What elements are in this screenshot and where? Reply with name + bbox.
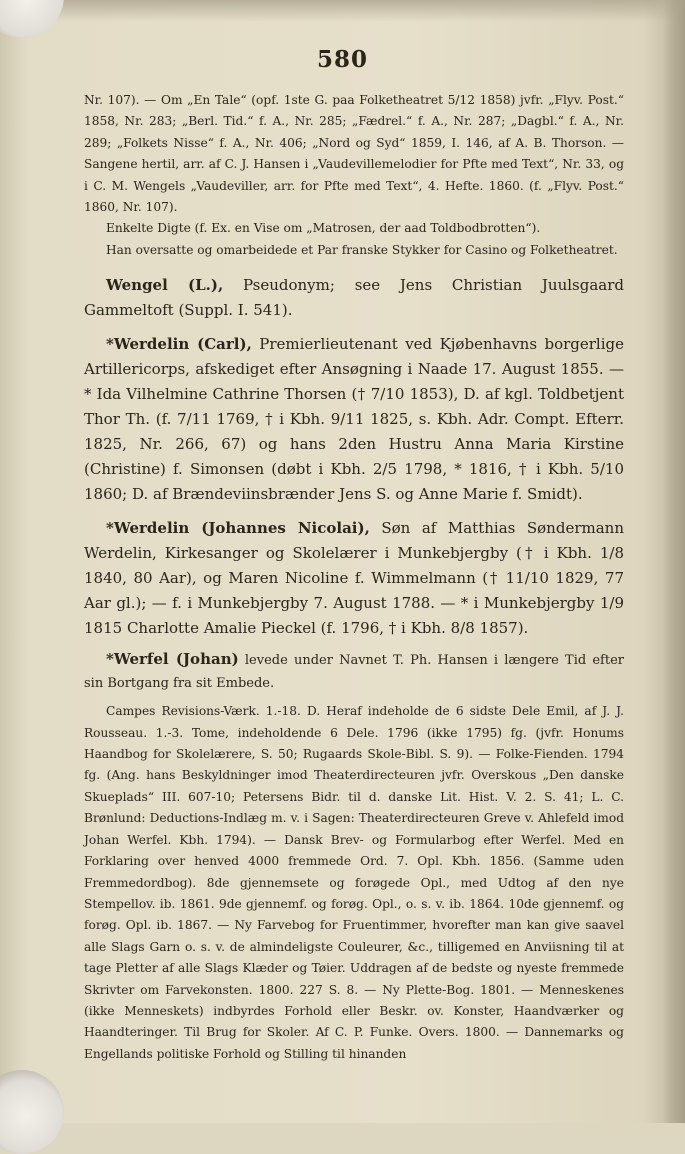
entry-wengel xyxy=(84,273,624,323)
entry-headword: Wengel (L.), xyxy=(106,276,224,295)
entry-text: Pseudonym; see Jens Christian Juulsgaard Gammeltoft (Suppl. I. 541). xyxy=(84,276,624,320)
page-top-shadow xyxy=(0,0,685,22)
entry-werdelin-carl xyxy=(84,332,624,507)
paragraph-oversatte: Han oversatte og omarbeidede et Par franske Stykker for Casino og Folketheatret. xyxy=(106,242,618,257)
entry-text: Søn af Matthias Søndermann Werdelin, Kirkesanger og Skolelærer i Munkebjergby († i Kbh. 1/8 1840, 80 Aar), og Maren Nicoline f. Wimmelmann († 11/10 1829, 77 Aar gl.); — f. i Munkebjergby 7. August 1788. — * i Munkebjergby 1/9 1815 Charlotte Amalie Pieckel (f. 1796, † i Kbh. 8/8 1857). xyxy=(84,519,624,638)
binding-hole-top xyxy=(0,0,64,38)
page-right-shadow xyxy=(663,0,685,1123)
paragraph-bibliography: Campes Revisions-Værk. 1.-18. D. Heraf indeholde de 6 sidste Dele Emil, af J. J. Rousseau. 1.-3. Tome, indeholdende 6 Dele. 1796 (ikke 1795) fg. (jvfr. Honums Haandbog for Skolelærere, S. 50; Rugaards Skole-Bibl. S. 9). — Folke-Fienden. 1794 fg. (Ang. hans Beskyldninger imod Theaterdirecteuren jvfr. Overskous „Den danske Skueplads“ III. 607-10; Petersens Bidr. til d. danske Lit. Hist. V. 2. S. 41; L. C. Brønlund: Deductions-Indlæg m. v. i Sagen: Theaterdirecteuren Greve v. Ahlefeld imod Johan Werfel. Kbh. 1794). — Dansk Brev- og Formularbog efter Werfel. Med en Forklaring over henved 4000 fremmede Ord. 7. Opl. Kbh. 1856. (Samme uden Fremmedordbog). 8de gjennemsete og forøgede Opl., med Udtog af den nye Stempellov. ib. 1861. 9de gjennemf. og forøg. Opl., o. s. v. ib. 1864. 10de gjennemf. og forøg. Opl. ib. 1867. — Ny Farvebog for Fruentimmer, hvorefter man kan give saavel alle Slags Garn o. s. v. de almindeligste Couleurer, &c., tilligemed en Anviisning til at tage Pletter af alle Slags Klæder og Tøier. Uddragen af de bedste og nyeste fremmede Skrivter om Farvekonsten. 1800. 227 S. 8. — Ny Plette-Bog. 1801. — Menneskenes (ikke Menneskets) indbyrdes Forhold eller Beskr. ov. Konster, Haandværker og Haandteringer. Til Brug for Skoler. Af C. P. Funke. Overs. 1800. — Dannemarks og Engellands politiske Forhold og Stilling til hinanden xyxy=(84,704,624,1061)
page-body xyxy=(84,90,624,1065)
entry-headword: *Werdelin (Carl), xyxy=(106,335,252,354)
entry-headword: *Werfel (Johan) xyxy=(106,650,239,669)
page-number: 580 xyxy=(316,46,368,73)
binding-hole-bottom xyxy=(0,1070,64,1154)
entry-werfel xyxy=(84,648,624,695)
paragraph-continuation: Nr. 107). — Om „En Tale“ (opf. 1ste G. paa Folketheatret 5/12 1858) jvfr. „Flyv. Post.“ 1858, Nr. 283; „Berl. Tid.“ f. A., Nr. 285; „Fædrel.“ f. A., Nr. 287; „Dagbl.“ f. A., Nr. 289; „Folkets Nisse“ f. A., Nr. 406; „Nord og Syd“ 1859, I. 146, af A. B. Thorson. — Sangene hertil, arr. af C. J. Hansen i „Vaudevillemelodier for Pfte med Text“, Nr. 33, og i C. M. Wengels „Vaudeviller, arr. for Pfte med Text“, 4. Hefte. 1860. (f. „Flyv. Post.“ 1860, Nr. 107). xyxy=(84,93,624,215)
paragraph-digte: Enkelte Digte (f. Ex. en Vise om „Matrosen, der aad Toldbodbrotten“). xyxy=(106,221,541,236)
entry-text: levede under Navnet T. Ph. Hansen i længere Tid efter sin Bortgang fra sit Embede. xyxy=(84,653,624,691)
entry-headword: *Werdelin (Johannes Nicolai), xyxy=(106,519,370,538)
entry-text: Premierlieutenant ved Kjøbenhavns borgerlige Artillericorps, afskediget efter Ansøgning i Naade 17. August 1855. — * Ida Vilhelmine Cathrine Thorsen († 7/10 1853), D. af kgl. Toldbetjent Thor Th. (f. 7/11 1769, † i Kbh. 9/11 1825, s. Kbh. Adr. Compt. Efterr. 1825, Nr. 266, 67) og hans 2den Hustru Anna Maria Kirstine (Christine) f. Simonsen (døbt i Kbh. 2/5 1798, * 1816, † i Kbh. 5/10 1860; D. af Brændeviinsbrænder Jens S. og Anne Marie f. Smidt). xyxy=(84,335,624,504)
entry-werdelin-johannes xyxy=(84,516,624,641)
